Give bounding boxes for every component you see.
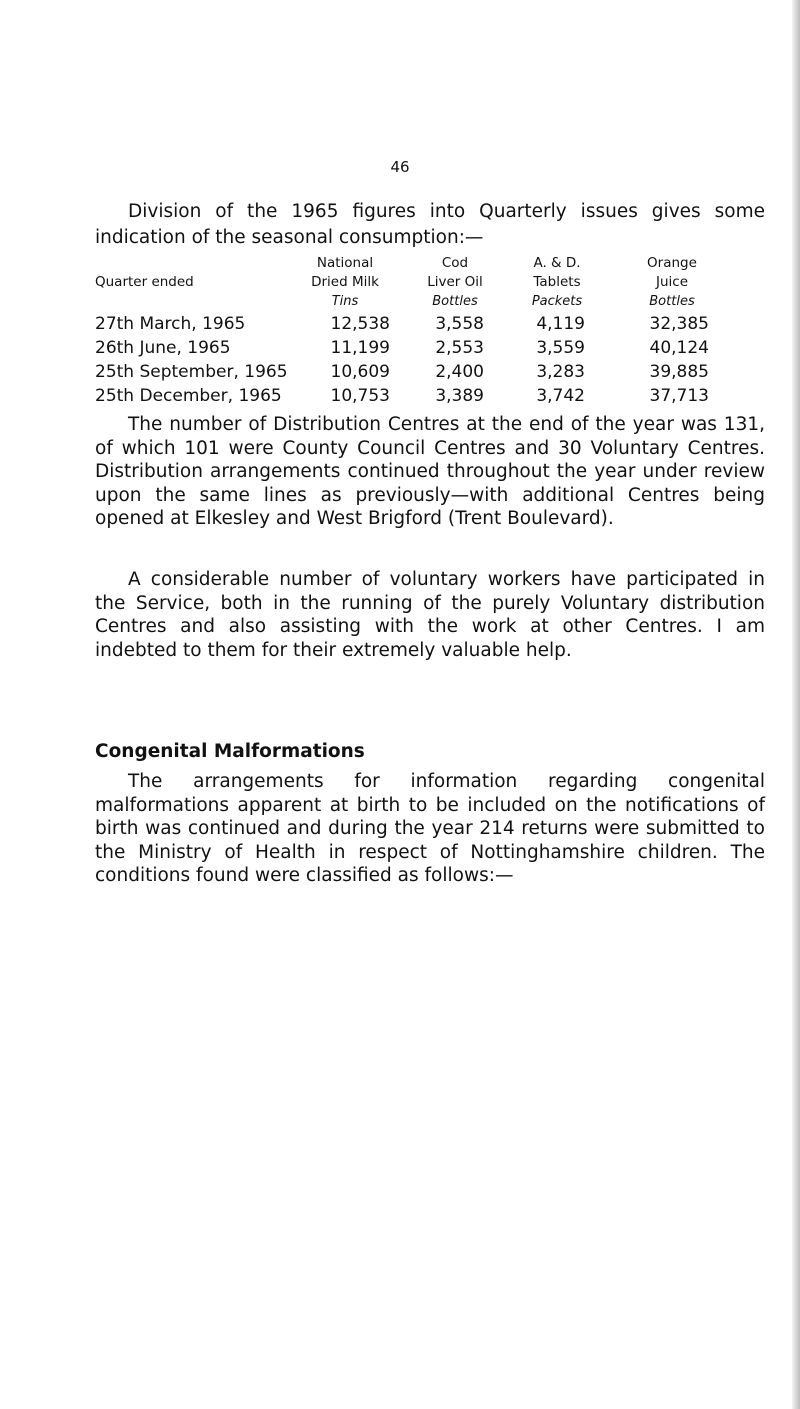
value-cell: 3,559 [536,338,585,358]
value-cell: 3,389 [435,386,484,406]
value-cell: 3,742 [536,386,585,406]
intro-paragraph: Division of the 1965 figures into Quarterly issues gives some indication of the seasonal consumption:— [95,201,765,248]
quarter-cell: 25th December, 1965 [95,386,282,406]
value-cell: 10,753 [330,386,390,406]
voluntary-workers-paragraph: A considerable number of voluntary workers have participated in the Service, both in the running of the purely Voluntary distribution Centres and also assisting with the work at other Centres. I am indebted to them for their extremely valuable help. [95,569,765,661]
value-cell: 10,609 [330,362,390,382]
value-cell: 39,885 [649,362,709,382]
quarter-cell: 27th March, 1965 [95,314,246,334]
value-cell: 3,283 [536,362,585,382]
column-header-orange-juice: Orange Juice Bottles [647,255,697,309]
table-row [95,336,765,360]
column-header-cod-liver-oil: Cod Liver Oil Bottles [427,255,483,309]
table-row [95,312,765,336]
malformations-paragraph: The arrangements for information regarding congenital malformations apparent at birth to be included on the notifications of birth was continued and during the year 214 returns were submitted to the Ministry of Health in respect of Nottinghamshire children. The conditions found were classified as follows:— [95,771,765,886]
consumption-table [95,254,765,408]
table-row [95,384,765,408]
value-cell: 12,538 [330,314,390,334]
table-header [95,254,765,312]
value-cell: 3,558 [435,314,484,334]
column-header-dried-milk: National Dried Milk Tins [311,255,379,309]
value-cell: 2,553 [435,338,484,358]
distribution-centres-paragraph: The number of Distribution Centres at the end of the year was 131, of which 101 were County Council Centres and 30 Voluntary Centres. Distribution arrangements continued throughout the year under review upon the same lines as previously—with additional Centres being opened at Elkesley and West Brigford (Trent Boulevard). [95,414,765,529]
quarter-cell: 25th September, 1965 [95,362,288,382]
value-cell: 37,713 [649,386,709,406]
value-cell: 4,119 [536,314,585,334]
section-heading: Congenital Malformations [95,741,365,762]
page-edge-shadow [792,0,800,1409]
table-row [95,360,765,384]
value-cell: 40,124 [649,338,709,358]
quarter-cell: 26th June, 1965 [95,338,231,358]
value-cell: 2,400 [435,362,484,382]
quarter-header: Quarter ended [95,274,194,290]
page-number: 46 [390,158,410,176]
value-cell: 11,199 [330,338,390,358]
value-cell: 32,385 [649,314,709,334]
column-header-ad-tablets: A. & D. Tablets Packets [531,255,583,309]
